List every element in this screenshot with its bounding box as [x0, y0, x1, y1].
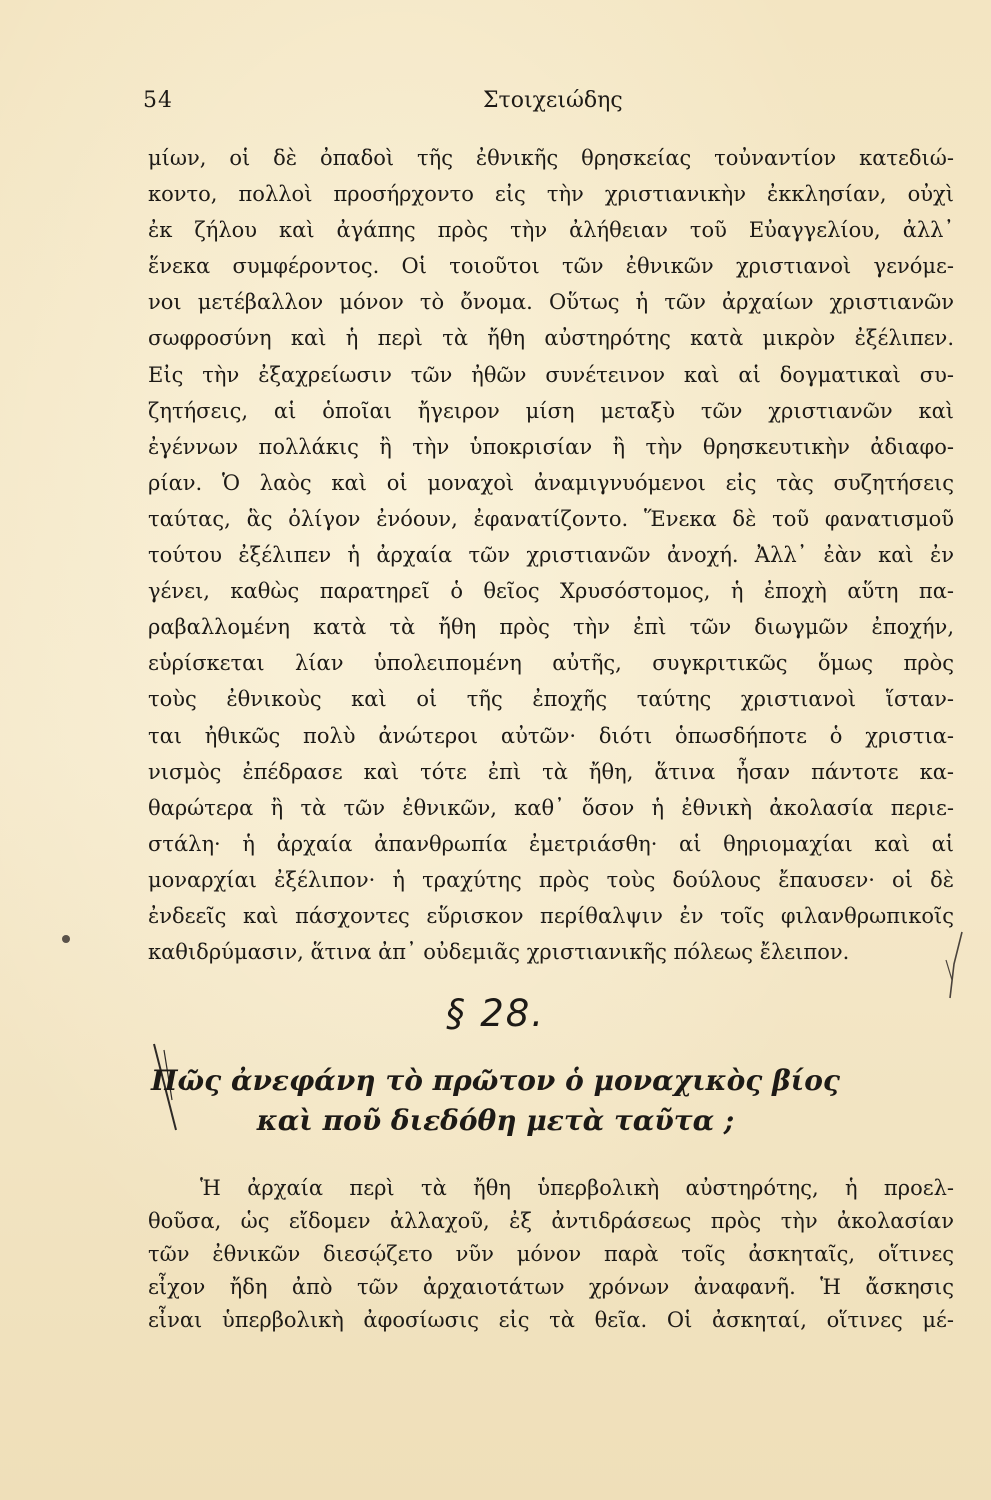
text-line: ἐγέννων πολλάκις ἢ τὴν ὑποκρισίαν ἢ τὴν θρησκευτικὴν ἀδιαφο- [148, 434, 954, 459]
text-line: ἐνδεεῖς καὶ πάσχοντες εὕρισκον περίθαλψιν ἐν τοῖς φιλανθρωπικοῖς [148, 903, 954, 928]
text-line: τούτου ἐξέλιπεν ἡ ἀρχαία τῶν χριστιανῶν ἀνοχή. Ἀλλ᾽ ἐὰν καὶ ἐν [148, 543, 954, 568]
pencil-mark-right [940, 930, 970, 1000]
text-line-last: καθιδρύμασιν, ἅτινα ἀπ᾽ οὐδεμιᾶς χριστιανικῆς πόλεως ἔλειπον. [148, 940, 850, 965]
text-line: ἐκ ζήλου καὶ ἀγάπης πρὸς τὴν ἀλήθειαν τοῦ Εὐαγγελίου, ἀλλ᾽ [148, 218, 954, 243]
paragraph-1 [148, 140, 954, 970]
text-line: ζητήσεις, αἱ ὁποῖαι ἤγειρον μίση μεταξὺ τῶν χριστιανῶν καὶ [148, 398, 954, 423]
running-head [143, 88, 863, 118]
text-line: Εἰς τὴν ἐξαχρείωσιν τῶν ἠθῶν συνέτεινον καὶ αἱ δογματικαὶ συ- [148, 362, 954, 387]
section-number: § 28. [445, 992, 546, 1035]
margin-dot [62, 935, 70, 943]
text-line: θοῦσα, ὡς εἴδομεν ἀλλαχοῦ, ἐξ ἀντιδράσεως πρὸς τὴν ἀκολασίαν [148, 1209, 954, 1233]
text-line: εὑρίσκεται λίαν ὑπολειπομένη αὐτῆς, συγκριτικῶς ὅμως πρὸς [148, 651, 954, 676]
text-line: ταύτας, ἃς ὀλίγον ἐνόουν, ἐφανατίζοντο. Ἕνεκα δὲ τοῦ φανατισμοῦ [148, 506, 954, 531]
text-line: ἕνεκα συμφέροντος. Οἱ τοιοῦτοι τῶν ἐθνικῶν χριστιανοὶ γενόμε- [148, 254, 954, 279]
text-line: ραβαλλομένη κατὰ τὰ ἤθη πρὸς τὴν ἐπὶ τῶν διωγμῶν ἐποχήν, [148, 615, 954, 640]
text-line: ρίαν. Ὁ λαὸς καὶ οἱ μοναχοὶ ἀναμιγνυόμενοι εἰς τὰς συζητήσεις [148, 470, 954, 495]
text-line: θαρώτερα ἢ τὰ τῶν ἐθνικῶν, καθ᾽ ὅσον ἡ ἐθνικὴ ἀκολασία περιε- [148, 795, 954, 820]
text-line: εἶναι ὑπερβολικὴ ἀφοσίωσις εἰς τὰ θεῖα. Οἱ ἀσκηταί, οἵτινες μέ- [148, 1308, 954, 1332]
text-line: ται ἠθικῶς πολὺ ἀνώτεροι αὐτῶν· διότι ὁπωσδήποτε ὁ χριστια- [148, 723, 954, 748]
section-title-line-2: καὶ ποῦ διεδόθη μετὰ ταῦτα ; [256, 1104, 735, 1137]
text-line: τοὺς ἐθνικοὺς καὶ οἱ τῆς ἐποχῆς ταύτης χριστιανοὶ ἵσταν- [148, 687, 954, 712]
paragraph-2 [148, 1172, 954, 1337]
running-head-title: Στοιχειώδης [483, 88, 623, 113]
text-line: σωφροσύνη καὶ ἡ περὶ τὰ ἤθη αὐστηρότης κατὰ μικρὸν ἐξέλιπεν. [148, 326, 954, 351]
text-line: τῶν ἐθνικῶν διεσῴζετο νῦν μόνον παρὰ τοῖς ἀσκηταῖς, οἵτινες [148, 1242, 954, 1266]
text-line: εἶχον ἤδη ἀπὸ τῶν ἀρχαιοτάτων χρόνων ἀναφανῆ. Ἡ ἄσκησις [148, 1275, 954, 1299]
text-line: γένει, καθὼς παρατηρεῖ ὁ θεῖος Χρυσόστομος, ἡ ἐποχὴ αὕτη πα- [148, 579, 954, 604]
text-line: στάλη· ἡ ἀρχαία ἀπανθρωπία ἐμετριάσθη· αἱ θηριομαχίαι καὶ αἱ [148, 831, 954, 856]
page-number: 54 [143, 88, 173, 113]
text-line: νισμὸς ἐπέδρασε καὶ τότε ἐπὶ τὰ ἤθη, ἅτινα ἦσαν πάντοτε κα- [148, 759, 954, 784]
text-line: Ἡ ἀρχαία περὶ τὰ ἤθη ὑπερβολικὴ αὐστηρότης, ἡ προελ- [200, 1176, 954, 1200]
text-line: κοντο, πολλοὶ προσήρχοντο εἰς τὴν χριστιανικὴν ἐκκλησίαν, οὐχὶ [148, 182, 954, 207]
text-line: μίων, οἱ δὲ ὀπαδοὶ τῆς ἐθνικῆς θρησκείας τοὐναντίον κατεδιώ- [148, 146, 954, 170]
text-line: νοι μετέβαλλον μόνον τὸ ὄνομα. Οὕτως ἡ τῶν ἀρχαίων χριστιανῶν [148, 290, 954, 315]
section-title-line-1: Πῶς ἀνεφάνη τὸ πρῶτον ὁ μοναχικὸς βίος [151, 1064, 840, 1097]
text-line: μοναρχίαι ἐξέλιπον· ἡ τραχύτης πρὸς τοὺς δούλους ἔπαυσεν· οἱ δὲ [148, 867, 954, 892]
